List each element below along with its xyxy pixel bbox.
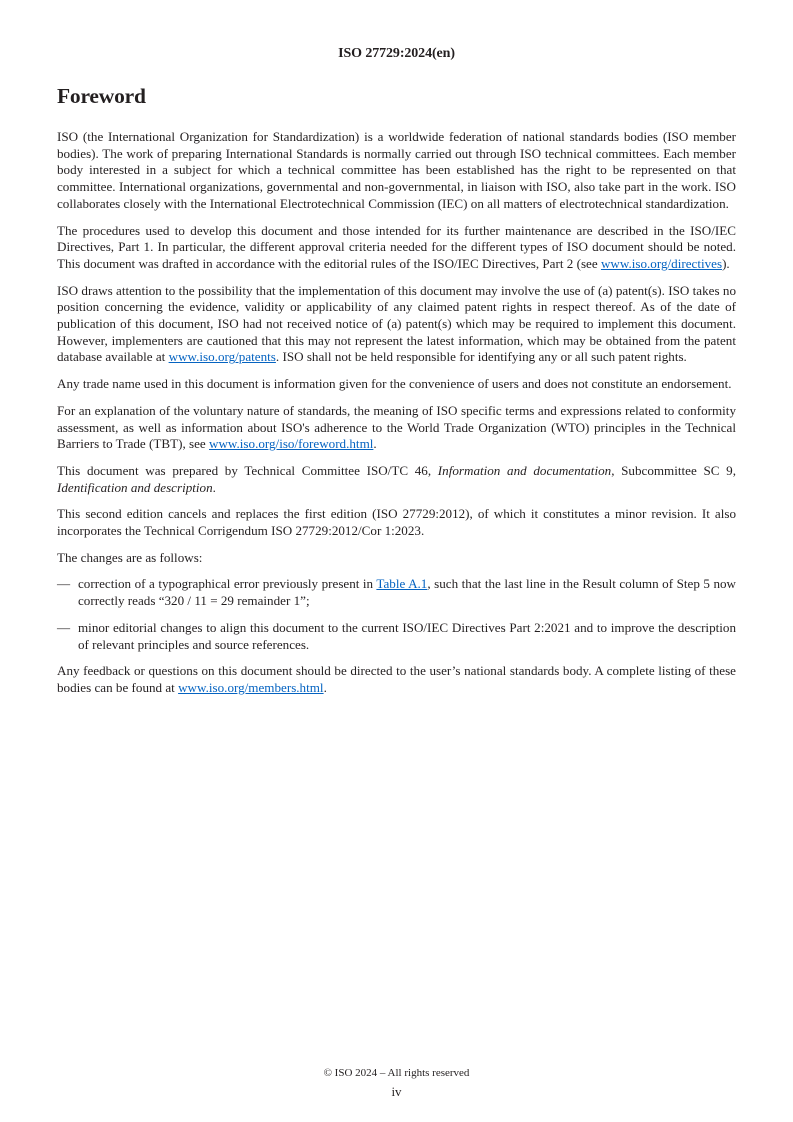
text: . — [323, 679, 327, 695]
committee-title: Information and documentation — [437, 462, 612, 478]
foreword-body — [57, 129, 736, 707]
document-header-id: ISO 27729:2024(en) — [338, 46, 455, 61]
text: For an explanation of the voluntary nature of standards, the meaning of ISO specific terms and expressions related to conformity assessment, as well as information about ISO's adherence to the World Trade Organization (WTO) principles in the Technical Barriers to Trade (TBT), see — [57, 402, 736, 452]
paragraph-committee — [57, 463, 736, 496]
dash-bullet: — — [57, 619, 71, 635]
paragraph-feedback — [57, 663, 736, 696]
text: . — [212, 479, 216, 495]
link-foreword[interactable]: www.iso.org/iso/foreword.html — [209, 436, 374, 452]
page-number: iv — [391, 1084, 402, 1099]
text: Any feedback or questions on this document should be directed to the user’s national standards body. A complete listing of these bodies can be found at — [57, 663, 736, 695]
list-item — [57, 576, 736, 609]
paragraph-iso-intro: ISO (the International Organization for Standardization) is a worldwide federation of national standards bodies (ISO member bodies). The work of preparing International Standards is normally carried out through ISO technical committees. Each member body interested in a subject for which a technical committee has been established has the right to be represented on that committee. International organizations, governmental and non-governmental, in liaison with ISO, also take part in the work. ISO collaborates closely with the International Electrotechnical Commission (IEC) on all matters of electrotechnical standardization. — [57, 129, 736, 211]
paragraph-procedures — [57, 223, 736, 273]
link-directives[interactable]: www.iso.org/directives — [600, 255, 723, 271]
text: This document was prepared by Technical Committee ISO/TC 46, — [57, 462, 438, 478]
text: The procedures used to develop this document and those intended for its further maintenance are described in the ISO/IEC Directives, Part 1. In particular, the different approval criteria needed for the different types of ISO document should be noted. This document was drafted in accordance with the editorial rules of the ISO/IEC Directives, Part 2 (see — [57, 222, 736, 271]
paragraph-patents — [57, 283, 736, 367]
text: . ISO shall not be held responsible for identifying any or all such patent rights. — [275, 349, 687, 365]
text: , such that the last line in the Result column of Step 5 now correctly reads “320 / 11 = 29 remainder 1”; — [78, 576, 736, 609]
paragraph-trade-name: Any trade name used in this document is information given for the convenience of users and does not constitute an endorsement. — [57, 376, 732, 392]
changes-list — [57, 576, 736, 653]
section-title: Foreword — [57, 84, 146, 108]
text: correction of a typographical error previously present in — [78, 576, 377, 592]
list-item — [57, 620, 736, 653]
copyright-footer: © ISO 2024 – All rights reserved — [323, 1067, 470, 1079]
paragraph-voluntary-nature — [57, 403, 736, 453]
text: minor editorial changes to align this document to the current ISO/IEC Directives Part 2:2021 and to improve the description of relevant principles and source references. — [78, 619, 736, 652]
link-patents[interactable]: www.iso.org/patents — [168, 349, 276, 365]
text: ISO draws attention to the possibility that the implementation of this document may involve the use of (a) patent(s). ISO takes no position concerning the evidence, validity or applicability of any claimed patent rights in respect thereof. As of the date of publication of this document, ISO had not received notice of (a) patent(s) which may be required to implement this document. However, implementers are cautioned that this may not represent the latest information, which may be obtained from the patent database available at — [57, 282, 736, 365]
paragraph-edition: This second edition cancels and replaces the first edition (ISO 27729:2012), of which it constitutes a minor revision. It also incorporates the Technical Corrigendum ISO 27729:2012/Cor 1:2023. — [57, 506, 736, 539]
dash-bullet: — — [57, 576, 71, 592]
text: , Subcommittee SC 9, — [611, 462, 736, 478]
text: ). — [722, 255, 730, 271]
link-members[interactable]: www.iso.org/members.html — [178, 679, 324, 695]
paragraph-changes-intro: The changes are as follows: — [57, 549, 203, 565]
subcommittee-title: Identification and description — [57, 479, 213, 495]
link-table-a1[interactable]: Table A.1 — [376, 576, 428, 592]
text: . — [373, 436, 377, 452]
